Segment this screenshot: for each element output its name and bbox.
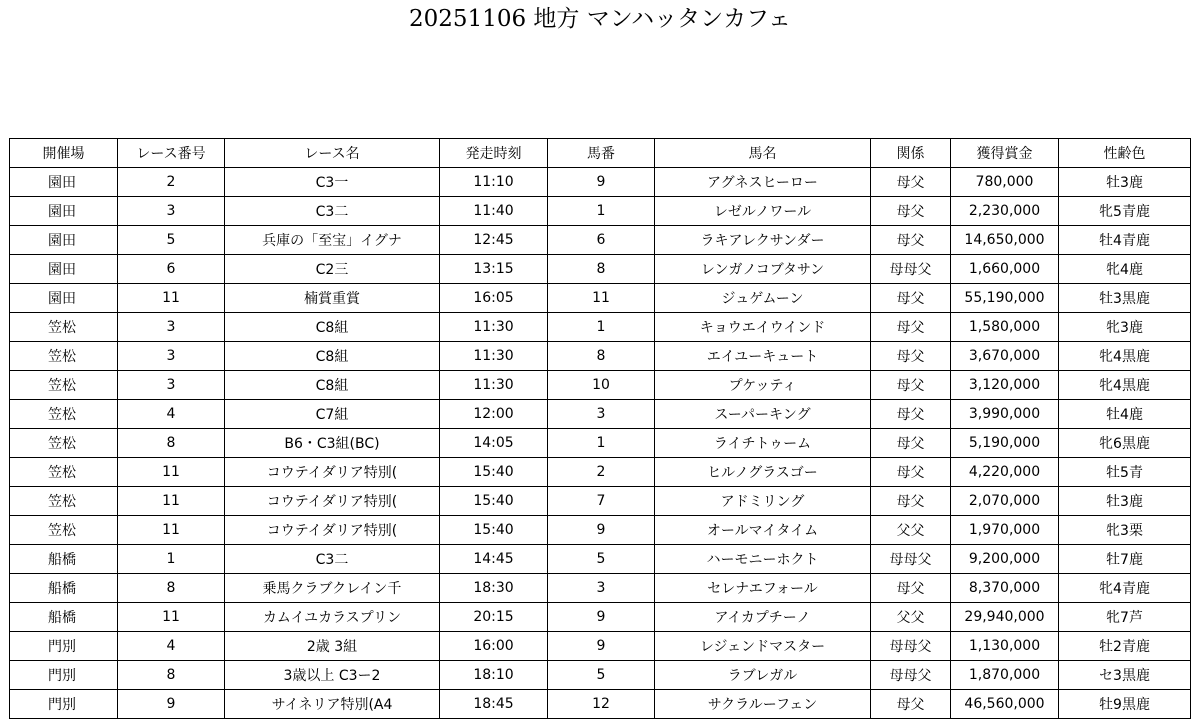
cell-horse-number: 10 (548, 371, 655, 400)
cell-prize-money: 8,370,000 (951, 574, 1059, 603)
cell-horse-number: 3 (548, 400, 655, 429)
cell-horse-name: キョウエイウインド (655, 313, 871, 342)
table-header (10, 139, 1191, 168)
cell-horse-number: 2 (548, 458, 655, 487)
cell-race-name: C3一 (225, 168, 440, 197)
cell-prize-money: 46,560,000 (951, 690, 1059, 719)
cell-relation: 母父 (871, 371, 951, 400)
cell-horse-number: 9 (548, 516, 655, 545)
cell-venue: 園田 (10, 284, 118, 313)
table-row (10, 487, 1191, 516)
cell-horse-name: アグネスヒーロー (655, 168, 871, 197)
table-row (10, 545, 1191, 574)
cell-start-time: 16:05 (440, 284, 548, 313)
table-row (10, 516, 1191, 545)
cell-horse-number: 11 (548, 284, 655, 313)
cell-start-time: 11:30 (440, 313, 548, 342)
cell-relation: 父父 (871, 603, 951, 632)
cell-start-time: 11:30 (440, 342, 548, 371)
cell-start-time: 12:45 (440, 226, 548, 255)
cell-venue: 笠松 (10, 313, 118, 342)
cell-venue: 船橋 (10, 545, 118, 574)
column-header-venue: 開催場 (10, 139, 118, 168)
cell-race-name: コウテイダリア特別( (225, 487, 440, 516)
cell-race-name: C3二 (225, 197, 440, 226)
cell-race-name: 2歳 3組 (225, 632, 440, 661)
cell-race-number: 5 (118, 226, 225, 255)
column-header-race-name: レース名 (225, 139, 440, 168)
cell-start-time: 20:15 (440, 603, 548, 632)
cell-race-number: 1 (118, 545, 225, 574)
cell-horse-name: ライチトゥーム (655, 429, 871, 458)
cell-relation: 父父 (871, 516, 951, 545)
column-header-sex-age-color: 性齢色 (1059, 139, 1191, 168)
cell-race-number: 3 (118, 197, 225, 226)
cell-horse-name: ヒルノグラスゴー (655, 458, 871, 487)
cell-prize-money: 1,130,000 (951, 632, 1059, 661)
cell-prize-money: 4,220,000 (951, 458, 1059, 487)
cell-horse-name: レンガノコブタサン (655, 255, 871, 284)
cell-sex-age-color: 牡3鹿 (1059, 168, 1191, 197)
cell-horse-name: ラブレガル (655, 661, 871, 690)
cell-venue: 門別 (10, 690, 118, 719)
cell-horse-name: ジュゲムーン (655, 284, 871, 313)
cell-prize-money: 2,230,000 (951, 197, 1059, 226)
table-row (10, 603, 1191, 632)
cell-horse-name: スーパーキング (655, 400, 871, 429)
cell-race-name: C3二 (225, 545, 440, 574)
cell-horse-name: オールマイタイム (655, 516, 871, 545)
cell-prize-money: 5,190,000 (951, 429, 1059, 458)
cell-venue: 園田 (10, 197, 118, 226)
table-row (10, 661, 1191, 690)
cell-venue: 園田 (10, 255, 118, 284)
cell-venue: 笠松 (10, 342, 118, 371)
cell-start-time: 18:45 (440, 690, 548, 719)
cell-venue: 門別 (10, 661, 118, 690)
cell-sex-age-color: 牝7芦 (1059, 603, 1191, 632)
cell-horse-number: 3 (548, 574, 655, 603)
table-row (10, 371, 1191, 400)
table-row (10, 197, 1191, 226)
page-title: 20251106 地方 マンハッタンカフェ (409, 6, 791, 32)
cell-start-time: 18:10 (440, 661, 548, 690)
cell-venue: 船橋 (10, 574, 118, 603)
cell-sex-age-color: セ3黒鹿 (1059, 661, 1191, 690)
cell-sex-age-color: 牡3鹿 (1059, 487, 1191, 516)
cell-race-number: 8 (118, 429, 225, 458)
cell-horse-name: ラキアレクサンダー (655, 226, 871, 255)
cell-sex-age-color: 牝3栗 (1059, 516, 1191, 545)
cell-race-name: 楠賞重賞 (225, 284, 440, 313)
cell-race-name: サイネリア特別(A4 (225, 690, 440, 719)
table-body (10, 168, 1191, 719)
cell-sex-age-color: 牝5青鹿 (1059, 197, 1191, 226)
cell-prize-money: 3,120,000 (951, 371, 1059, 400)
cell-relation: 母母父 (871, 545, 951, 574)
race-table (9, 138, 1191, 719)
cell-relation: 母父 (871, 458, 951, 487)
cell-sex-age-color: 牝4鹿 (1059, 255, 1191, 284)
cell-relation: 母父 (871, 284, 951, 313)
table-row (10, 400, 1191, 429)
cell-sex-age-color: 牡9黒鹿 (1059, 690, 1191, 719)
column-header-relation: 関係 (871, 139, 951, 168)
cell-race-name: コウテイダリア特別( (225, 458, 440, 487)
cell-prize-money: 1,580,000 (951, 313, 1059, 342)
cell-race-number: 2 (118, 168, 225, 197)
cell-venue: 園田 (10, 226, 118, 255)
cell-horse-number: 5 (548, 545, 655, 574)
cell-start-time: 14:05 (440, 429, 548, 458)
cell-race-number: 11 (118, 458, 225, 487)
cell-race-name: 乗馬クラブクレイン千 (225, 574, 440, 603)
cell-prize-money: 2,070,000 (951, 487, 1059, 516)
cell-sex-age-color: 牡5青 (1059, 458, 1191, 487)
cell-prize-money: 3,670,000 (951, 342, 1059, 371)
cell-race-number: 11 (118, 487, 225, 516)
cell-horse-number: 9 (548, 168, 655, 197)
cell-start-time: 15:40 (440, 487, 548, 516)
cell-venue: 笠松 (10, 429, 118, 458)
cell-start-time: 15:40 (440, 516, 548, 545)
cell-race-number: 6 (118, 255, 225, 284)
cell-relation: 母父 (871, 197, 951, 226)
cell-prize-money: 9,200,000 (951, 545, 1059, 574)
cell-relation: 母父 (871, 226, 951, 255)
cell-race-number: 8 (118, 661, 225, 690)
header-row (10, 139, 1191, 168)
cell-start-time: 11:30 (440, 371, 548, 400)
cell-start-time: 18:30 (440, 574, 548, 603)
cell-horse-number: 9 (548, 632, 655, 661)
cell-start-time: 13:15 (440, 255, 548, 284)
cell-horse-name: アイカプチーノ (655, 603, 871, 632)
cell-sex-age-color: 牡4青鹿 (1059, 226, 1191, 255)
table-row (10, 458, 1191, 487)
cell-relation: 母父 (871, 429, 951, 458)
cell-prize-money: 14,650,000 (951, 226, 1059, 255)
cell-race-number: 3 (118, 313, 225, 342)
cell-sex-age-color: 牡2青鹿 (1059, 632, 1191, 661)
cell-start-time: 14:45 (440, 545, 548, 574)
cell-prize-money: 1,970,000 (951, 516, 1059, 545)
table-row (10, 284, 1191, 313)
cell-start-time: 16:00 (440, 632, 548, 661)
cell-sex-age-color: 牝3鹿 (1059, 313, 1191, 342)
cell-start-time: 11:10 (440, 168, 548, 197)
cell-venue: 園田 (10, 168, 118, 197)
column-header-horse-number: 馬番 (548, 139, 655, 168)
cell-race-name: カムイユカラスプリン (225, 603, 440, 632)
cell-horse-name: レジェンドマスター (655, 632, 871, 661)
table-row (10, 226, 1191, 255)
cell-race-name: C7組 (225, 400, 440, 429)
cell-venue: 笠松 (10, 516, 118, 545)
cell-start-time: 11:40 (440, 197, 548, 226)
cell-horse-number: 8 (548, 255, 655, 284)
cell-race-name: 兵庫の「至宝」イグナ (225, 226, 440, 255)
cell-prize-money: 780,000 (951, 168, 1059, 197)
cell-race-number: 11 (118, 284, 225, 313)
cell-horse-number: 1 (548, 429, 655, 458)
cell-race-number: 4 (118, 400, 225, 429)
column-header-race-number: レース番号 (118, 139, 225, 168)
table-row (10, 255, 1191, 284)
cell-race-number: 11 (118, 516, 225, 545)
cell-relation: 母父 (871, 400, 951, 429)
cell-venue: 笠松 (10, 487, 118, 516)
cell-horse-name: エイユーキュート (655, 342, 871, 371)
cell-sex-age-color: 牝4黒鹿 (1059, 371, 1191, 400)
cell-race-name: C8組 (225, 313, 440, 342)
cell-race-number: 4 (118, 632, 225, 661)
cell-horse-number: 12 (548, 690, 655, 719)
cell-horse-name: サクラルーフェン (655, 690, 871, 719)
cell-horse-name: セレナエフォール (655, 574, 871, 603)
table-row (10, 168, 1191, 197)
cell-prize-money: 55,190,000 (951, 284, 1059, 313)
cell-horse-number: 1 (548, 197, 655, 226)
cell-prize-money: 1,870,000 (951, 661, 1059, 690)
cell-prize-money: 1,660,000 (951, 255, 1059, 284)
cell-relation: 母父 (871, 574, 951, 603)
cell-race-name: C2三 (225, 255, 440, 284)
cell-horse-number: 6 (548, 226, 655, 255)
cell-relation: 母母父 (871, 632, 951, 661)
column-header-start-time: 発走時刻 (440, 139, 548, 168)
cell-race-number: 8 (118, 574, 225, 603)
cell-sex-age-color: 牡4鹿 (1059, 400, 1191, 429)
cell-sex-age-color: 牝4黒鹿 (1059, 342, 1191, 371)
cell-sex-age-color: 牝6黒鹿 (1059, 429, 1191, 458)
cell-horse-number: 5 (548, 661, 655, 690)
cell-horse-name: レゼルノワール (655, 197, 871, 226)
cell-sex-age-color: 牡7鹿 (1059, 545, 1191, 574)
cell-sex-age-color: 牡3黒鹿 (1059, 284, 1191, 313)
table-row (10, 342, 1191, 371)
cell-race-name: C8組 (225, 371, 440, 400)
cell-race-number: 3 (118, 371, 225, 400)
table-row (10, 313, 1191, 342)
cell-venue: 笠松 (10, 458, 118, 487)
cell-start-time: 12:00 (440, 400, 548, 429)
cell-relation: 母父 (871, 168, 951, 197)
cell-horse-number: 7 (548, 487, 655, 516)
cell-prize-money: 3,990,000 (951, 400, 1059, 429)
cell-relation: 母父 (871, 342, 951, 371)
cell-horse-number: 1 (548, 313, 655, 342)
cell-sex-age-color: 牝4青鹿 (1059, 574, 1191, 603)
cell-venue: 笠松 (10, 371, 118, 400)
cell-relation: 母父 (871, 313, 951, 342)
cell-horse-name: アドミリング (655, 487, 871, 516)
cell-venue: 笠松 (10, 400, 118, 429)
table-row (10, 690, 1191, 719)
cell-relation: 母父 (871, 690, 951, 719)
table-row (10, 429, 1191, 458)
cell-race-name: C8組 (225, 342, 440, 371)
cell-race-name: 3歳以上 C3ー2 (225, 661, 440, 690)
table-row (10, 574, 1191, 603)
table-row (10, 632, 1191, 661)
cell-horse-number: 9 (548, 603, 655, 632)
cell-horse-name: プケッティ (655, 371, 871, 400)
cell-race-number: 9 (118, 690, 225, 719)
cell-race-number: 3 (118, 342, 225, 371)
cell-race-number: 11 (118, 603, 225, 632)
cell-relation: 母母父 (871, 255, 951, 284)
cell-venue: 門別 (10, 632, 118, 661)
cell-race-name: コウテイダリア特別( (225, 516, 440, 545)
cell-horse-number: 8 (548, 342, 655, 371)
column-header-horse-name: 馬名 (655, 139, 871, 168)
cell-race-name: B6・C3組(BC) (225, 429, 440, 458)
cell-start-time: 15:40 (440, 458, 548, 487)
cell-venue: 船橋 (10, 603, 118, 632)
cell-relation: 母母父 (871, 661, 951, 690)
cell-horse-name: ハーモニーホクト (655, 545, 871, 574)
cell-prize-money: 29,940,000 (951, 603, 1059, 632)
column-header-prize-money: 獲得賞金 (951, 139, 1059, 168)
cell-relation: 母父 (871, 487, 951, 516)
